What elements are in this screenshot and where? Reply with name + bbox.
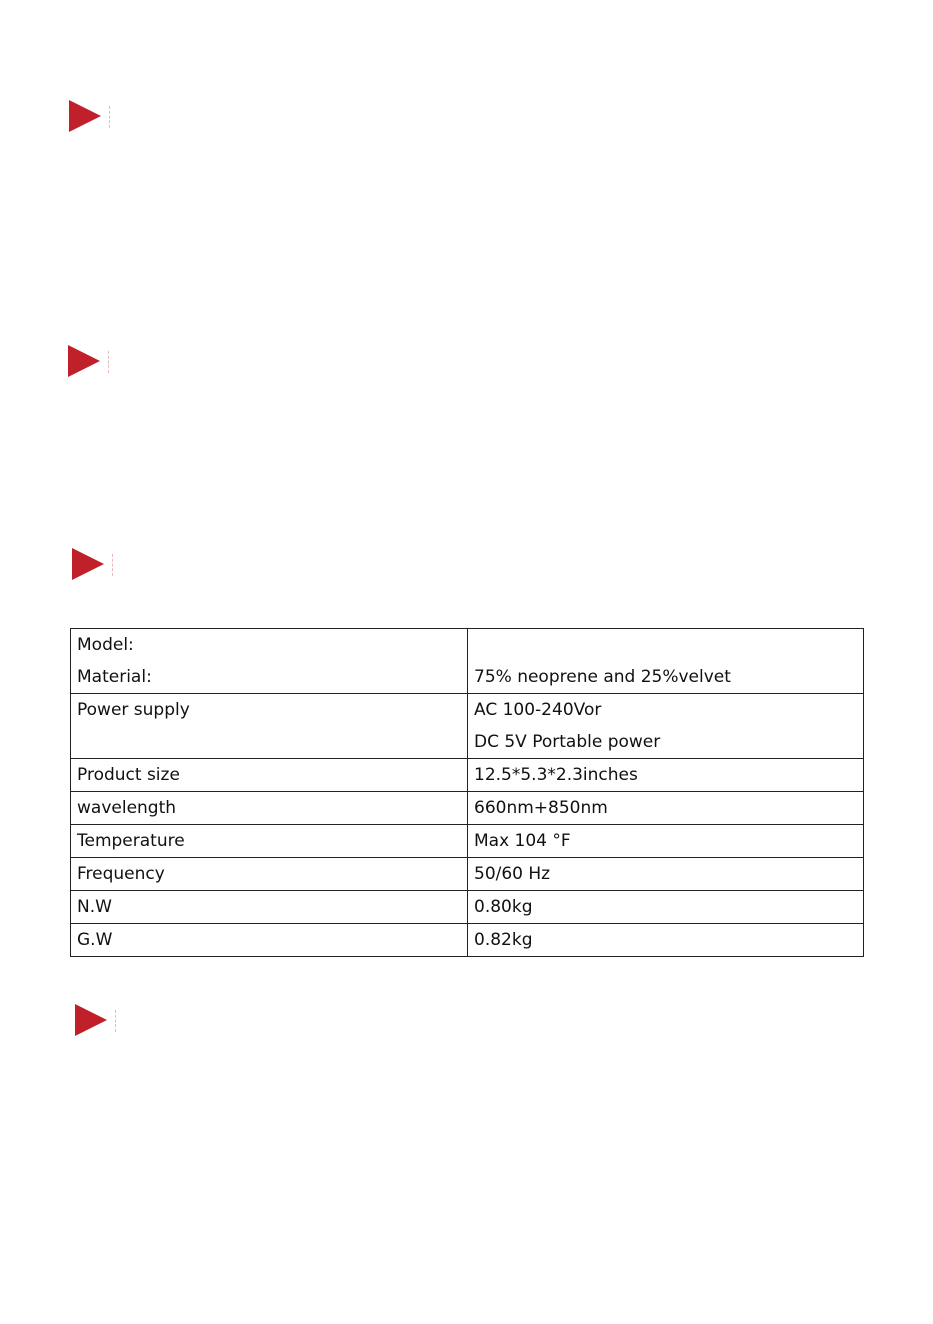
red-triangle-bullet-icon <box>69 100 101 132</box>
spec-value: AC 100-240Vor <box>474 700 602 720</box>
spec-key: wavelength <box>77 798 177 818</box>
spec-value: 50/60 Hz <box>474 864 551 884</box>
section-marker-2 <box>68 345 114 381</box>
spec-value-cell <box>468 629 864 694</box>
marker-dash-icon <box>112 554 114 576</box>
table-row <box>71 891 864 924</box>
spec-value: 660nm+850nm <box>474 798 608 818</box>
spec-key: N.W <box>77 897 112 917</box>
marker-dash-icon <box>115 1010 117 1032</box>
spec-value-cell <box>468 825 864 858</box>
spec-key: Material: <box>77 667 152 687</box>
section-marker-1 <box>69 100 115 136</box>
spec-key <box>77 726 461 758</box>
spec-key: G.W <box>77 930 113 950</box>
table-row <box>71 694 864 759</box>
spec-key-cell <box>71 858 468 891</box>
spec-key: Model: <box>77 635 134 655</box>
spec-value <box>474 629 857 661</box>
spec-key: Product size <box>77 765 180 785</box>
marker-dash-icon <box>108 351 110 373</box>
spec-table <box>70 628 864 957</box>
section-marker-3 <box>72 548 118 584</box>
spec-key-cell <box>71 792 468 825</box>
spec-value-cell <box>468 792 864 825</box>
table-row <box>71 792 864 825</box>
spec-key-cell <box>71 825 468 858</box>
table-row <box>71 858 864 891</box>
spec-key-cell <box>71 759 468 792</box>
spec-key-cell <box>71 891 468 924</box>
spec-key-cell <box>71 694 468 759</box>
marker-dash-icon <box>109 106 111 128</box>
spec-key-cell <box>71 629 468 694</box>
spec-value: DC 5V Portable power <box>474 732 661 752</box>
spec-value-cell <box>468 759 864 792</box>
table-row <box>71 924 864 957</box>
spec-key: Temperature <box>77 831 185 851</box>
section-marker-4 <box>75 1004 121 1040</box>
spec-value: Max 104 °F <box>474 831 571 851</box>
table-row <box>71 825 864 858</box>
spec-key: Frequency <box>77 864 165 884</box>
spec-key: Power supply <box>77 700 190 720</box>
spec-value: 0.80kg <box>474 897 533 917</box>
table-row <box>71 759 864 792</box>
spec-value: 0.82kg <box>474 930 533 950</box>
spec-value-cell <box>468 694 864 759</box>
red-triangle-bullet-icon <box>68 345 100 377</box>
spec-value-cell <box>468 891 864 924</box>
spec-key-cell <box>71 924 468 957</box>
table-row <box>71 629 864 694</box>
spec-value-cell <box>468 858 864 891</box>
spec-value: 12.5*5.3*2.3inches <box>474 765 638 785</box>
spec-value: 75% neoprene and 25%velvet <box>474 667 731 687</box>
spec-value-cell <box>468 924 864 957</box>
red-triangle-bullet-icon <box>75 1004 107 1036</box>
red-triangle-bullet-icon <box>72 548 104 580</box>
